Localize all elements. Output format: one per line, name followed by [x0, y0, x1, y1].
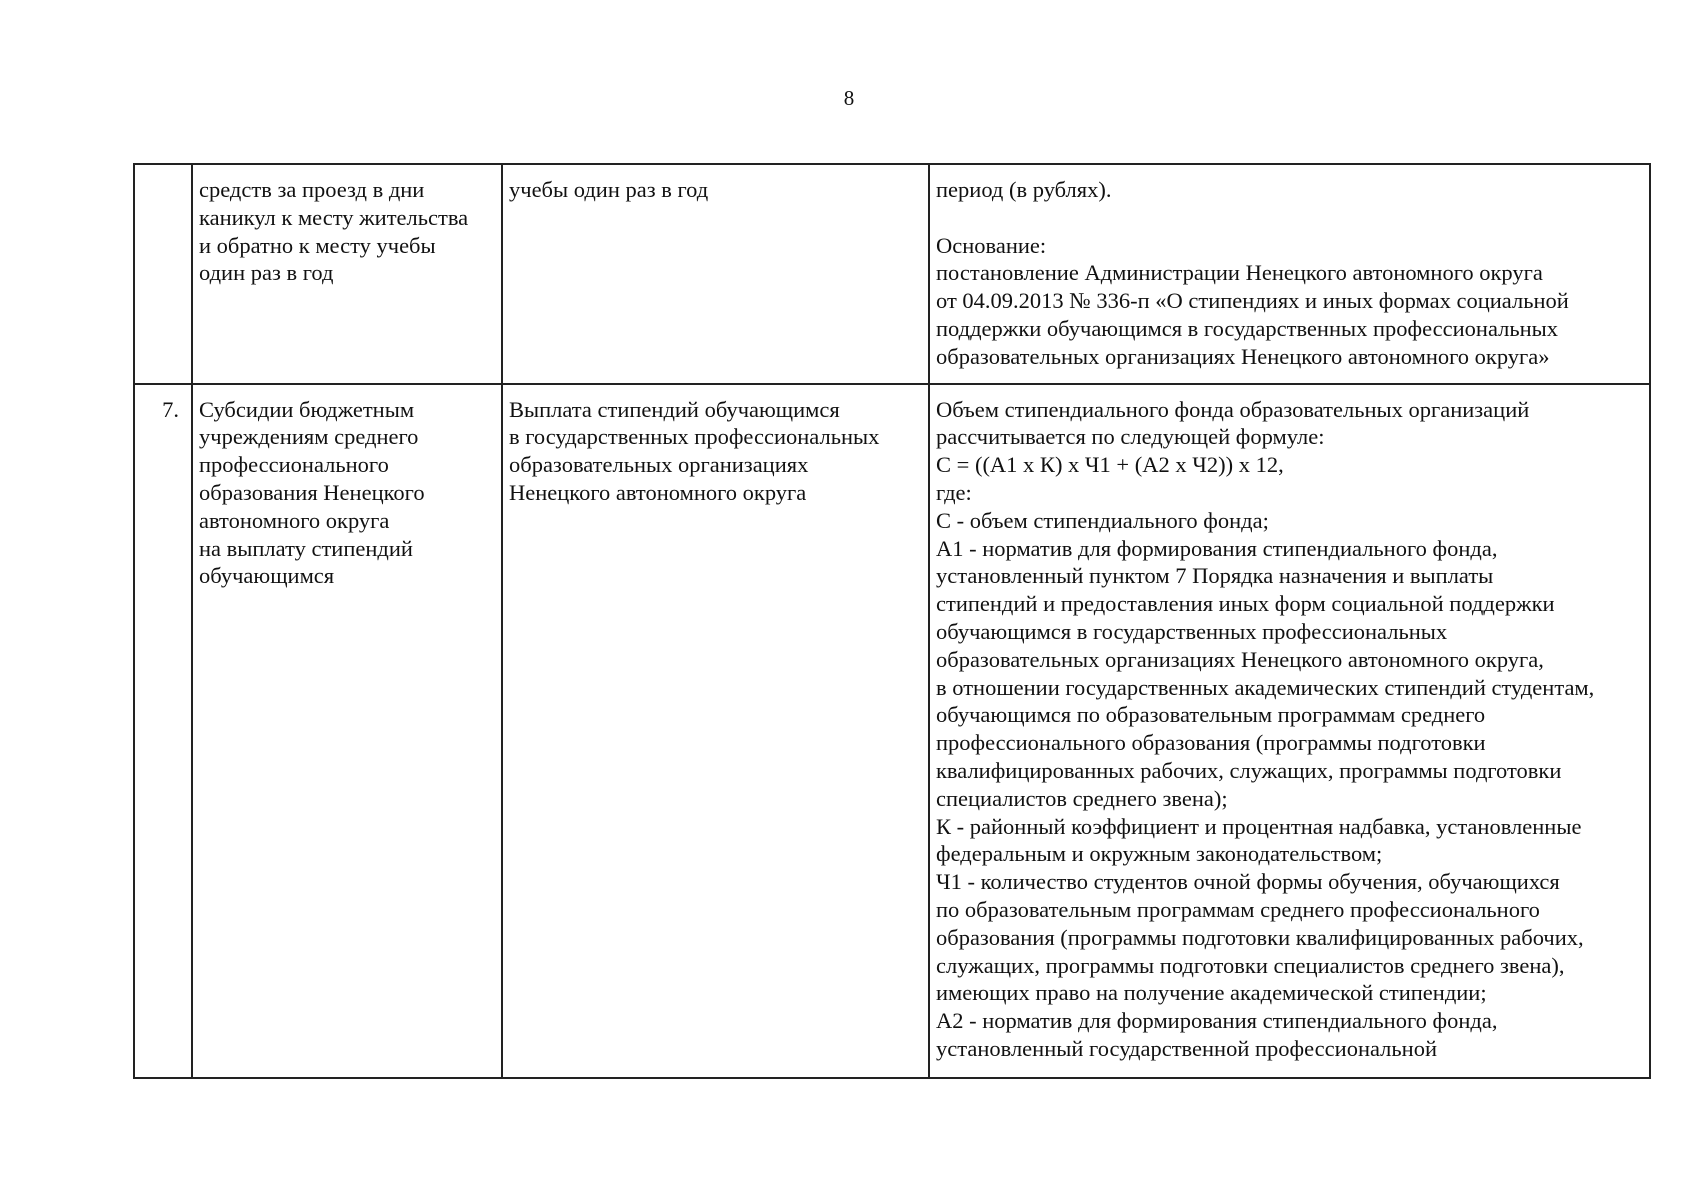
text-line: обучающимся — [199, 563, 335, 589]
text-line: образования (программы подготовки квалифицированных рабочих, — [936, 924, 1584, 950]
text-line: и обратно к месту учебы — [199, 232, 436, 258]
text-line: по образовательным программам среднего профессионального — [936, 896, 1540, 922]
text-line: обучающимся в государственных профессиональных — [936, 618, 1448, 644]
subsidy-name-cell — [192, 384, 502, 1078]
text-line: С - объем стипендиального фонда; — [936, 507, 1269, 533]
purpose-cell — [502, 164, 929, 384]
text-line: образования Ненецкого — [199, 479, 425, 505]
page-number: 8 — [843, 86, 855, 110]
text-line: образовательных организациях Ненецкого автономного округа» — [936, 343, 1550, 369]
paragraph-gap — [936, 204, 1644, 232]
row-number-cell — [134, 164, 192, 384]
text-line: профессионального — [199, 452, 389, 478]
text-line: средств за проезд в дни — [199, 177, 425, 202]
text-line: в государственных профессиональных — [509, 424, 880, 450]
row-number-cell — [134, 384, 192, 1078]
text-line: Субсидии бюджетным — [199, 396, 415, 422]
text-line: служащих, программы подготовки специалистов среднего звена), — [936, 952, 1565, 978]
text-line: обучающимся по образовательным программам среднего — [936, 702, 1486, 728]
text-line: образовательных организациях Ненецкого автономного округа, — [936, 646, 1544, 672]
text-line: постановление Администрации Ненецкого автономного округа — [936, 260, 1543, 286]
subsidy-name-cell — [192, 164, 502, 384]
text-line: поддержки обучающимся в государственных профессиональных — [936, 315, 1559, 341]
formula-line: С = ((А1 х К) х Ч1 + (А2 х Ч2)) х 12, — [936, 452, 1284, 478]
text-line: каникул к месту жительства — [199, 204, 469, 230]
text-line: А1 - норматив для формирования стипендиального фонда, — [936, 535, 1498, 561]
calculation-method-cell — [929, 164, 1650, 384]
text-line: один раз в год — [199, 260, 334, 286]
text-line: стипендий и предоставления иных форм социальной поддержки — [936, 591, 1555, 617]
text-line: рассчитывается по следующей формуле: — [936, 424, 1325, 450]
calculation-method-cell — [929, 384, 1650, 1078]
text-line: в отношении государственных академических стипендий студентам, — [936, 674, 1595, 700]
text-line: А2 - норматив для формирования стипендиального фонда, — [936, 1008, 1498, 1034]
text-line: на выплату стипендий — [199, 535, 413, 561]
text-line: учебы один раз в год — [509, 177, 709, 202]
table-row — [134, 384, 1650, 1078]
text-line: профессионального образования (программы подготовки — [936, 730, 1486, 756]
text-line: квалифицированных рабочих, служащих, программы подготовки — [936, 757, 1562, 783]
text-line: автономного округа — [199, 507, 390, 533]
subsidy-table — [133, 163, 1651, 1079]
text-line: Объем стипендиального фонда образовательных организаций — [936, 396, 1530, 422]
text-line: учреждениям среднего — [199, 424, 419, 450]
row-number: 7. — [162, 396, 179, 422]
text-line: период (в рублях). — [936, 177, 1112, 202]
text-line: Выплата стипендий обучающимся — [509, 396, 840, 422]
text-line: К - районный коэффициент и процентная надбавка, установленные — [936, 813, 1582, 839]
text-line: имеющих право на получение академической стипендии; — [936, 980, 1487, 1006]
text-line: специалистов среднего звена); — [936, 785, 1228, 811]
table-row — [134, 164, 1650, 384]
text-line: Ч1 - количество студентов очной формы обучения, обучающихся — [936, 869, 1560, 895]
text-line: Ненецкого автономного округа — [509, 479, 807, 505]
purpose-cell — [502, 384, 929, 1078]
text-line: федеральным и окружным законодательством; — [936, 841, 1383, 867]
text-line: образовательных организациях — [509, 452, 809, 478]
text-line: от 04.09.2013 № 336-п «О стипендиях и иных формах социальной — [936, 288, 1569, 314]
text-line: где: — [936, 479, 972, 505]
text-line: установленный государственной профессиональной — [936, 1035, 1437, 1061]
text-line: установленный пунктом 7 Порядка назначения и выплаты — [936, 563, 1494, 589]
basis-label: Основание: — [936, 232, 1047, 258]
